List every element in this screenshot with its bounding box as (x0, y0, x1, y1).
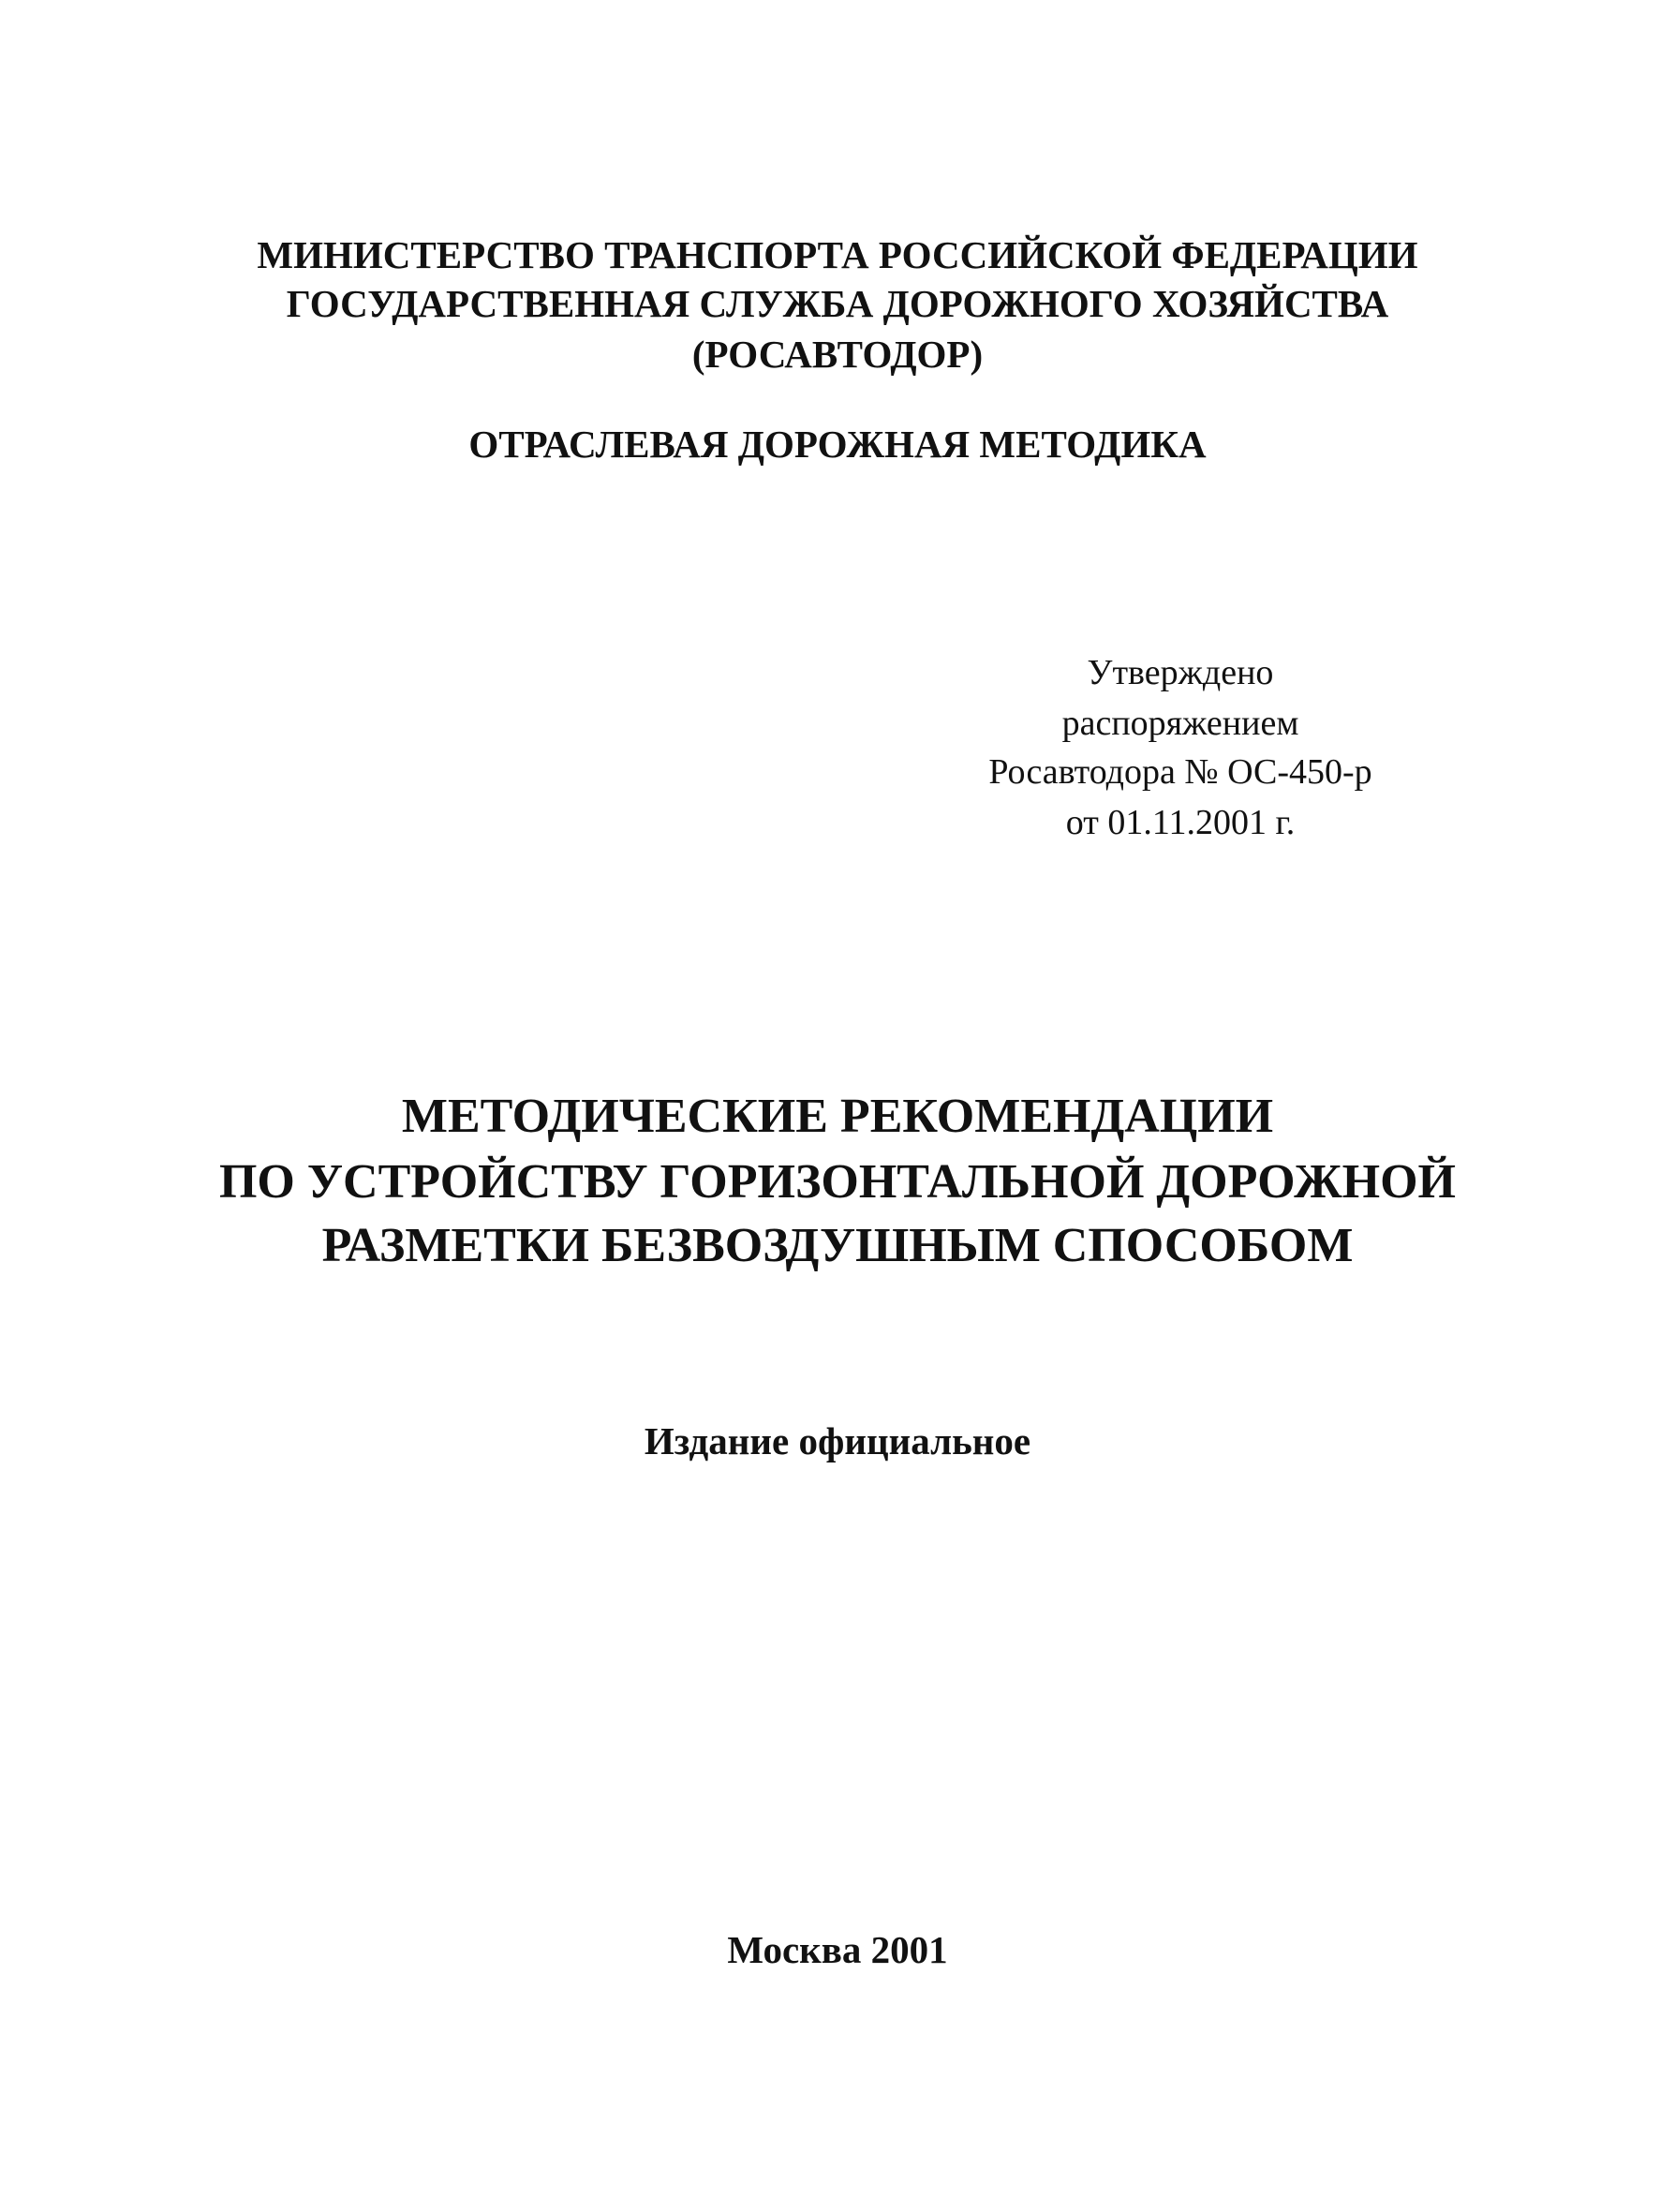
ministry-name: МИНИСТЕРСТВО ТРАНСПОРТА РОССИЙСКОЙ ФЕДЕРАЦИИ (257, 233, 1418, 276)
service-name: ГОСУДАРСТВЕННАЯ СЛУЖБА ДОРОЖНОГО ХОЗЯЙСТВА (286, 282, 1389, 325)
service-abbreviation: (РОСАВТОДОР) (691, 333, 984, 376)
title-line-1: МЕТОДИЧЕСКИЕ РЕКОМЕНДАЦИИ (401, 1090, 1274, 1143)
title-line-3: РАЗМЕТКИ БЕЗВОЗДУШНЫМ СПОСОБОМ (321, 1219, 1354, 1272)
approval-line-4: от 01.11.2001 г. (1065, 803, 1296, 842)
approval-line-2: распоряжением (1061, 704, 1299, 743)
document-type: ОТРАСЛЕВАЯ ДОРОЖНАЯ МЕТОДИКА (468, 423, 1207, 466)
edition-label: Издание официальное (644, 1419, 1031, 1462)
approval-line-3: Росавтодора № ОС-450-р (988, 752, 1372, 792)
place-and-year: Москва 2001 (727, 1928, 948, 1971)
title-line-2: ПО УСТРОЙСТВУ ГОРИЗОНТАЛЬНОЙ ДОРОЖНОЙ (218, 1155, 1456, 1209)
approval-line-1: Утверждено (1087, 653, 1274, 692)
